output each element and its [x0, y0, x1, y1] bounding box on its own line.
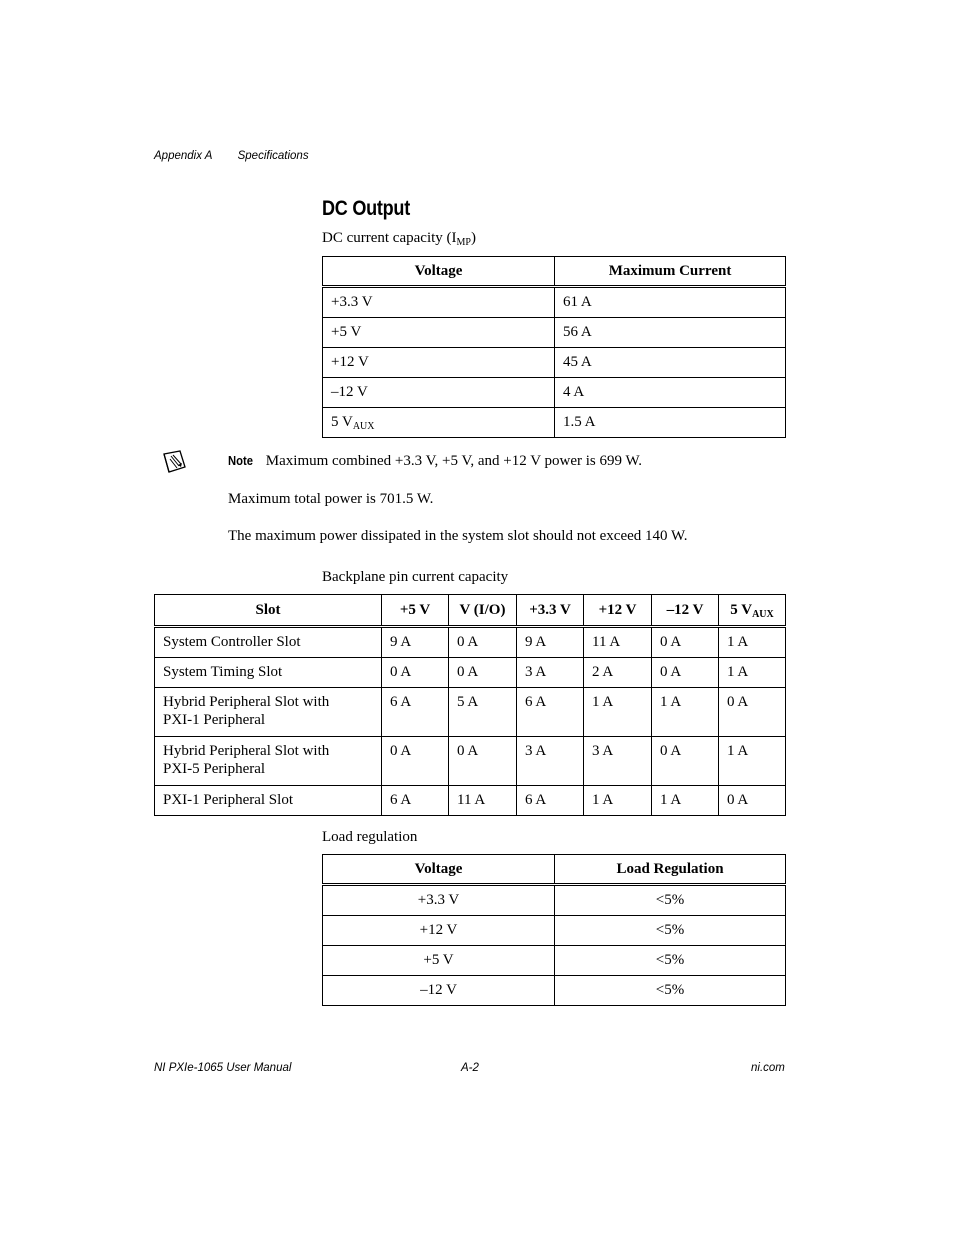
- voltage-cell: –12 V: [323, 378, 555, 408]
- value-cell: 0 A: [449, 627, 517, 658]
- column-header: +3.3 V: [517, 595, 584, 627]
- value-cell: 3 A: [584, 737, 652, 786]
- table-row: [155, 786, 786, 816]
- column-header: Voltage: [323, 257, 555, 287]
- regulation-cell: <5%: [555, 946, 786, 976]
- column-header: Maximum Current: [555, 257, 786, 287]
- value-cell: 2 A: [584, 658, 652, 688]
- table-row: [155, 627, 786, 658]
- value-cell: 6 A: [517, 786, 584, 816]
- regulation-cell: <5%: [555, 916, 786, 946]
- section-label: Specifications: [237, 150, 309, 162]
- footer-page-number: A-2: [461, 1062, 479, 1074]
- voltage-cell: +12 V: [323, 916, 555, 946]
- note-label: Note: [228, 454, 254, 468]
- value-cell: 1 A: [719, 737, 786, 786]
- table-header-row: [323, 855, 786, 885]
- table-row: [323, 885, 786, 916]
- value-cell: 0 A: [449, 737, 517, 786]
- table-row: [323, 408, 786, 438]
- column-header: 5 $V_{AUX}$: [719, 595, 786, 627]
- column-header: Load Regulation: [555, 855, 786, 885]
- value-cell: 1 A: [719, 658, 786, 688]
- backplane-table: [154, 594, 786, 816]
- value-cell: 0 A: [719, 786, 786, 816]
- table-row: [323, 976, 786, 1006]
- table-row: [323, 378, 786, 408]
- table-header-row: [323, 257, 786, 287]
- appendix-label: Appendix A: [154, 150, 213, 162]
- current-cell: 45 A: [555, 348, 786, 378]
- slot-cell: PXI-1 Peripheral Slot: [155, 786, 382, 816]
- value-cell: 5 A: [449, 688, 517, 737]
- table-row: [155, 688, 786, 737]
- system-slot-text: The maximum power dissipated in the system slot should not exceed 140 W.: [228, 528, 688, 544]
- value-cell: 0 A: [449, 658, 517, 688]
- value-cell: 0 A: [382, 658, 449, 688]
- note-pad-icon: [160, 449, 188, 475]
- regulation-cell: <5%: [555, 976, 786, 1006]
- load-regulation-caption: Load regulation: [322, 829, 418, 845]
- table-row: [323, 348, 786, 378]
- table-row: [323, 318, 786, 348]
- column-header: +12 V: [584, 595, 652, 627]
- table-row: [323, 916, 786, 946]
- current-cell: 4 A: [555, 378, 786, 408]
- load-regulation-table: [322, 854, 786, 1006]
- dc-current-table: [322, 256, 786, 438]
- column-header: V (I/O): [449, 595, 517, 627]
- value-cell: 11 A: [449, 786, 517, 816]
- voltage-cell: +12 V: [323, 348, 555, 378]
- voltage-cell: +5 V: [323, 946, 555, 976]
- section-title: DC Output: [322, 197, 410, 220]
- backplane-caption: Backplane pin current capacity: [322, 569, 509, 585]
- value-cell: 3 A: [517, 658, 584, 688]
- value-cell: 6 A: [382, 786, 449, 816]
- value-cell: 0 A: [652, 658, 719, 688]
- total-power-text: Maximum total power is 701.5 W.: [228, 491, 434, 507]
- slot-cell: Hybrid Peripheral Slot with PXI-5 Peripheral: [155, 737, 382, 786]
- note-text: Maximum combined +3.3 V, +5 V, and +12 V power is 699 W.: [265, 453, 643, 469]
- table-row: [155, 658, 786, 688]
- table-row: [323, 946, 786, 976]
- slot-cell: System Controller Slot: [155, 627, 382, 658]
- value-cell: 0 A: [382, 737, 449, 786]
- column-header: –12 V: [652, 595, 719, 627]
- table-row: [323, 287, 786, 318]
- value-cell: 1 A: [652, 786, 719, 816]
- voltage-cell: +3.3 V: [323, 287, 555, 318]
- slot-cell: Hybrid Peripheral Slot with PXI-1 Peripheral: [155, 688, 382, 737]
- value-cell: 11 A: [584, 627, 652, 658]
- value-cell: 0 A: [652, 627, 719, 658]
- value-cell: 0 A: [719, 688, 786, 737]
- running-header: [154, 150, 309, 162]
- value-cell: 0 A: [652, 737, 719, 786]
- value-cell: 1 A: [584, 786, 652, 816]
- value-cell: 6 A: [517, 688, 584, 737]
- voltage-cell: 5 $V_{AUX}$: [323, 408, 555, 438]
- dc-current-caption: DC current capacity $(I_{MP})$: [322, 230, 476, 248]
- value-cell: 6 A: [382, 688, 449, 737]
- table-row: [155, 737, 786, 786]
- note: [228, 453, 642, 470]
- value-cell: 1 A: [719, 627, 786, 658]
- column-header: Voltage: [323, 855, 555, 885]
- current-cell: 61 A: [555, 287, 786, 318]
- value-cell: 3 A: [517, 737, 584, 786]
- slot-cell: System Timing Slot: [155, 658, 382, 688]
- current-cell: 1.5 A: [555, 408, 786, 438]
- table-header-row: [155, 595, 786, 627]
- value-cell: 9 A: [382, 627, 449, 658]
- column-header: Slot: [155, 595, 382, 627]
- voltage-cell: +5 V: [323, 318, 555, 348]
- value-cell: 1 A: [652, 688, 719, 737]
- value-cell: 9 A: [517, 627, 584, 658]
- footer-website: ni.com: [751, 1062, 785, 1074]
- regulation-cell: <5%: [555, 885, 786, 916]
- current-cell: 56 A: [555, 318, 786, 348]
- voltage-cell: +3.3 V: [323, 885, 555, 916]
- voltage-cell: –12 V: [323, 976, 555, 1006]
- column-header: +5 V: [382, 595, 449, 627]
- footer-manual-title: NI PXIe-1065 User Manual: [154, 1062, 292, 1074]
- value-cell: 1 A: [584, 688, 652, 737]
